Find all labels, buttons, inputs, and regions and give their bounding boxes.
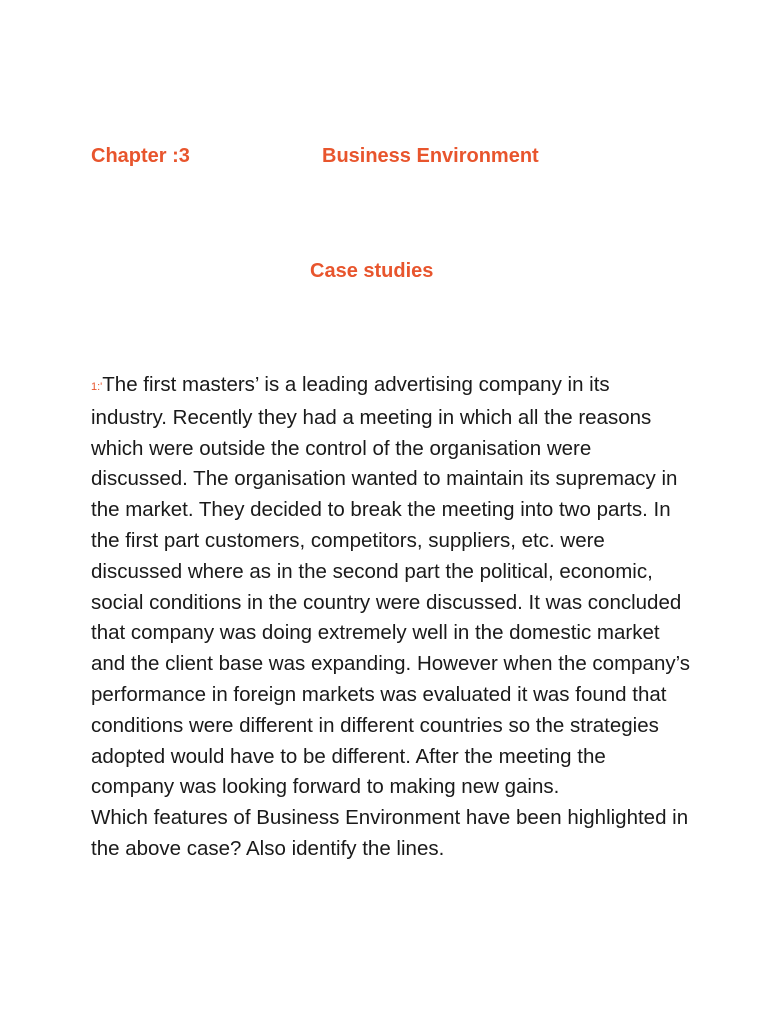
case-question: Which features of Business Environment have been highlighted in the above case? Also identify the lines. [91, 806, 689, 860]
case-number: 1:' [91, 381, 103, 393]
section-title: Case studies [310, 260, 434, 282]
case-text: The first masters’ is a leading advertising company in its industry. Recently they had a meeting in which all the reasons which were outside the control of the organisation were discussed. The organisation wanted to maintain its supremacy in the market. They decided to break the meeting into two parts. In the first part customers, competitors, suppliers, etc. were discussed where as in the second part the political, economic, social conditions in the country were discussed. It was concluded that company was doing extremely well in the domestic market and the client base was expanding. However when the company’s performance in foreign markets was evaluated it was found that conditions were different in different countries so the strategies adopted would have to be different. After the meeting the company was looking forward to making new gains. [91, 373, 691, 799]
chapter-title: Business Environment [322, 145, 539, 167]
case-paragraph [91, 370, 691, 803]
chapter-label: Chapter :3 [91, 145, 190, 167]
case-study-body [91, 370, 691, 865]
